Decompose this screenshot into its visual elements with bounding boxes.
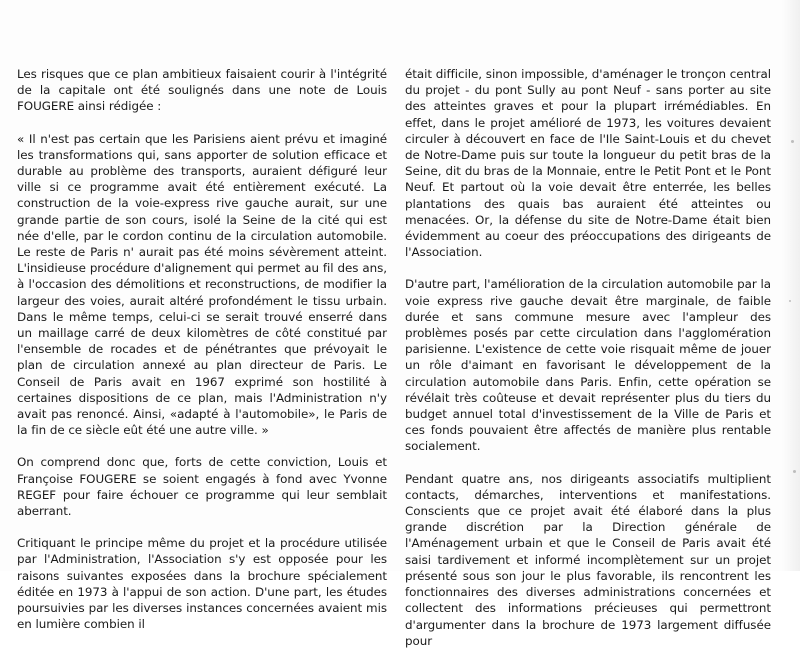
left-column [17, 66, 387, 649]
scan-speckle [793, 470, 796, 473]
paragraph-quote: « Il n'est pas certain que les Parisiens aient prévu et imaginé les transformations qui, sans apporter de solution efficace et durable au problème des transports, auraient défiguré leur ville si ce programme avait été entièrement exécuté. La construction de la voie-express rive gauche aurait, sur une grande partie de son cours, isolé la Seine de la cité qui est née d'elle, par le cordon continu de la circulation automobile. Le reste de Paris n' aurait pas été moins sévèrement atteint. L'insidieuse procédure d'alignement qui permet au fil des ans, à l'occasion des démolitions et reconstructions, de modifier la largeur des voies, aurait altéré profondément le tissu urbain. Dans le même temps, celui-ci se serait trouvé enserré dans un maillage carré de deux kilomètres de côté constitué par l'ensemble de rocades et de pénétrantes que prévoyait le plan de circulation annexé au plan directeur de Paris. Le Conseil de Paris avait en 1967 exprimé son hostilité à certaines dispositions de ce plan, mais l'Administration n'y avait pas renoncé. Ainsi, «adapté à l'automobile», le Paris de la fin de ce siècle eût été une autre ville. » [17, 131, 387, 438]
paragraph-intro: Les risques que ce plan ambitieux faisaient courir à l'intégrité de la capitale ont été soulignés dans une note de Louis FOUGERE ainsi rédigée : [17, 67, 387, 114]
scan-speckle [791, 140, 794, 143]
scan-edge-shadow [782, 0, 800, 571]
right-column [405, 66, 771, 665]
paragraph-site-damage: était difficile, sinon impossible, d'aménager le tronçon central du projet - du pont Sully au pont Neuf - sans porter au site des atteintes graves et pour la plupart irrémédiables. En effet, dans le projet amélioré de 1973, les voitures devaient circuler à découvert en face de l'Ile Saint-Louis et du chevet de Notre-Dame puis sur toute la longueur du petit bras de la Seine, dit du bras de la Monnaie, entre le Petit Pont et le Pont Neuf. Et partout où la voie devait être enterrée, les belles plantations des quais bas auraient été atteintes ou menacées. Or, la défense du site de Notre-Dame était bien évidemment au coeur des préoccupations des dirigeants de l'Association. [405, 67, 771, 260]
paragraph-traffic: D'autre part, l'amélioration de la circulation automobile par la voie express rive gauche devait être marginale, de faible durée et sans commune mesure avec l'ampleur des problèmes posés par cette circulation dans l'agglomération parisienne. L'existence de cette voie risquait même de jouer un rôle d'aimant en favorisant le développement de la circulation automobile dans Paris. Enfin, cette opération se révélait très coûteuse et devait représenter plus du tiers du budget annuel total d'investissement de la Ville de Paris et ces fonds pouvaient être affectés de manière plus rentable socialement. [405, 277, 771, 454]
paragraph-critique: Critiquant le principe même du projet et la procédure utilisée par l'Administration, l'Association s'y est opposée pour les raisons suivantes exposées dans la brochure spécialement éditée en 1973 à l'appui de son action. D'une part, les études poursuivies par les diverses instances concernées avaient mis en lumière combien il [17, 536, 387, 632]
scan-speckle [789, 300, 791, 302]
paragraph-conviction: On comprend donc que, forts de cette conviction, Louis et Françoise FOUGERE se soient engagés à fond avec Yvonne REGEF pour faire échouer ce programme qui leur semblait aberrant. [17, 455, 387, 519]
paragraph-actions: Pendant quatre ans, nos dirigeants associatifs multiplient contacts, démarches, interventions et manifestations. Conscients que ce projet avait été élaboré dans la plus grande discrétion par la Direction générale de l'Aménagement urbain et que le Conseil de Paris avait été saisi tardivement et informé incomplètement sur un projet présenté sous son jour le plus favorable, ils rencontrent les fonctionnaires des diverses administrations concernées et collectent des informations précieuses qui permettront d'argumenter dans la brochure de 1973 largement diffusée pour [405, 471, 771, 648]
